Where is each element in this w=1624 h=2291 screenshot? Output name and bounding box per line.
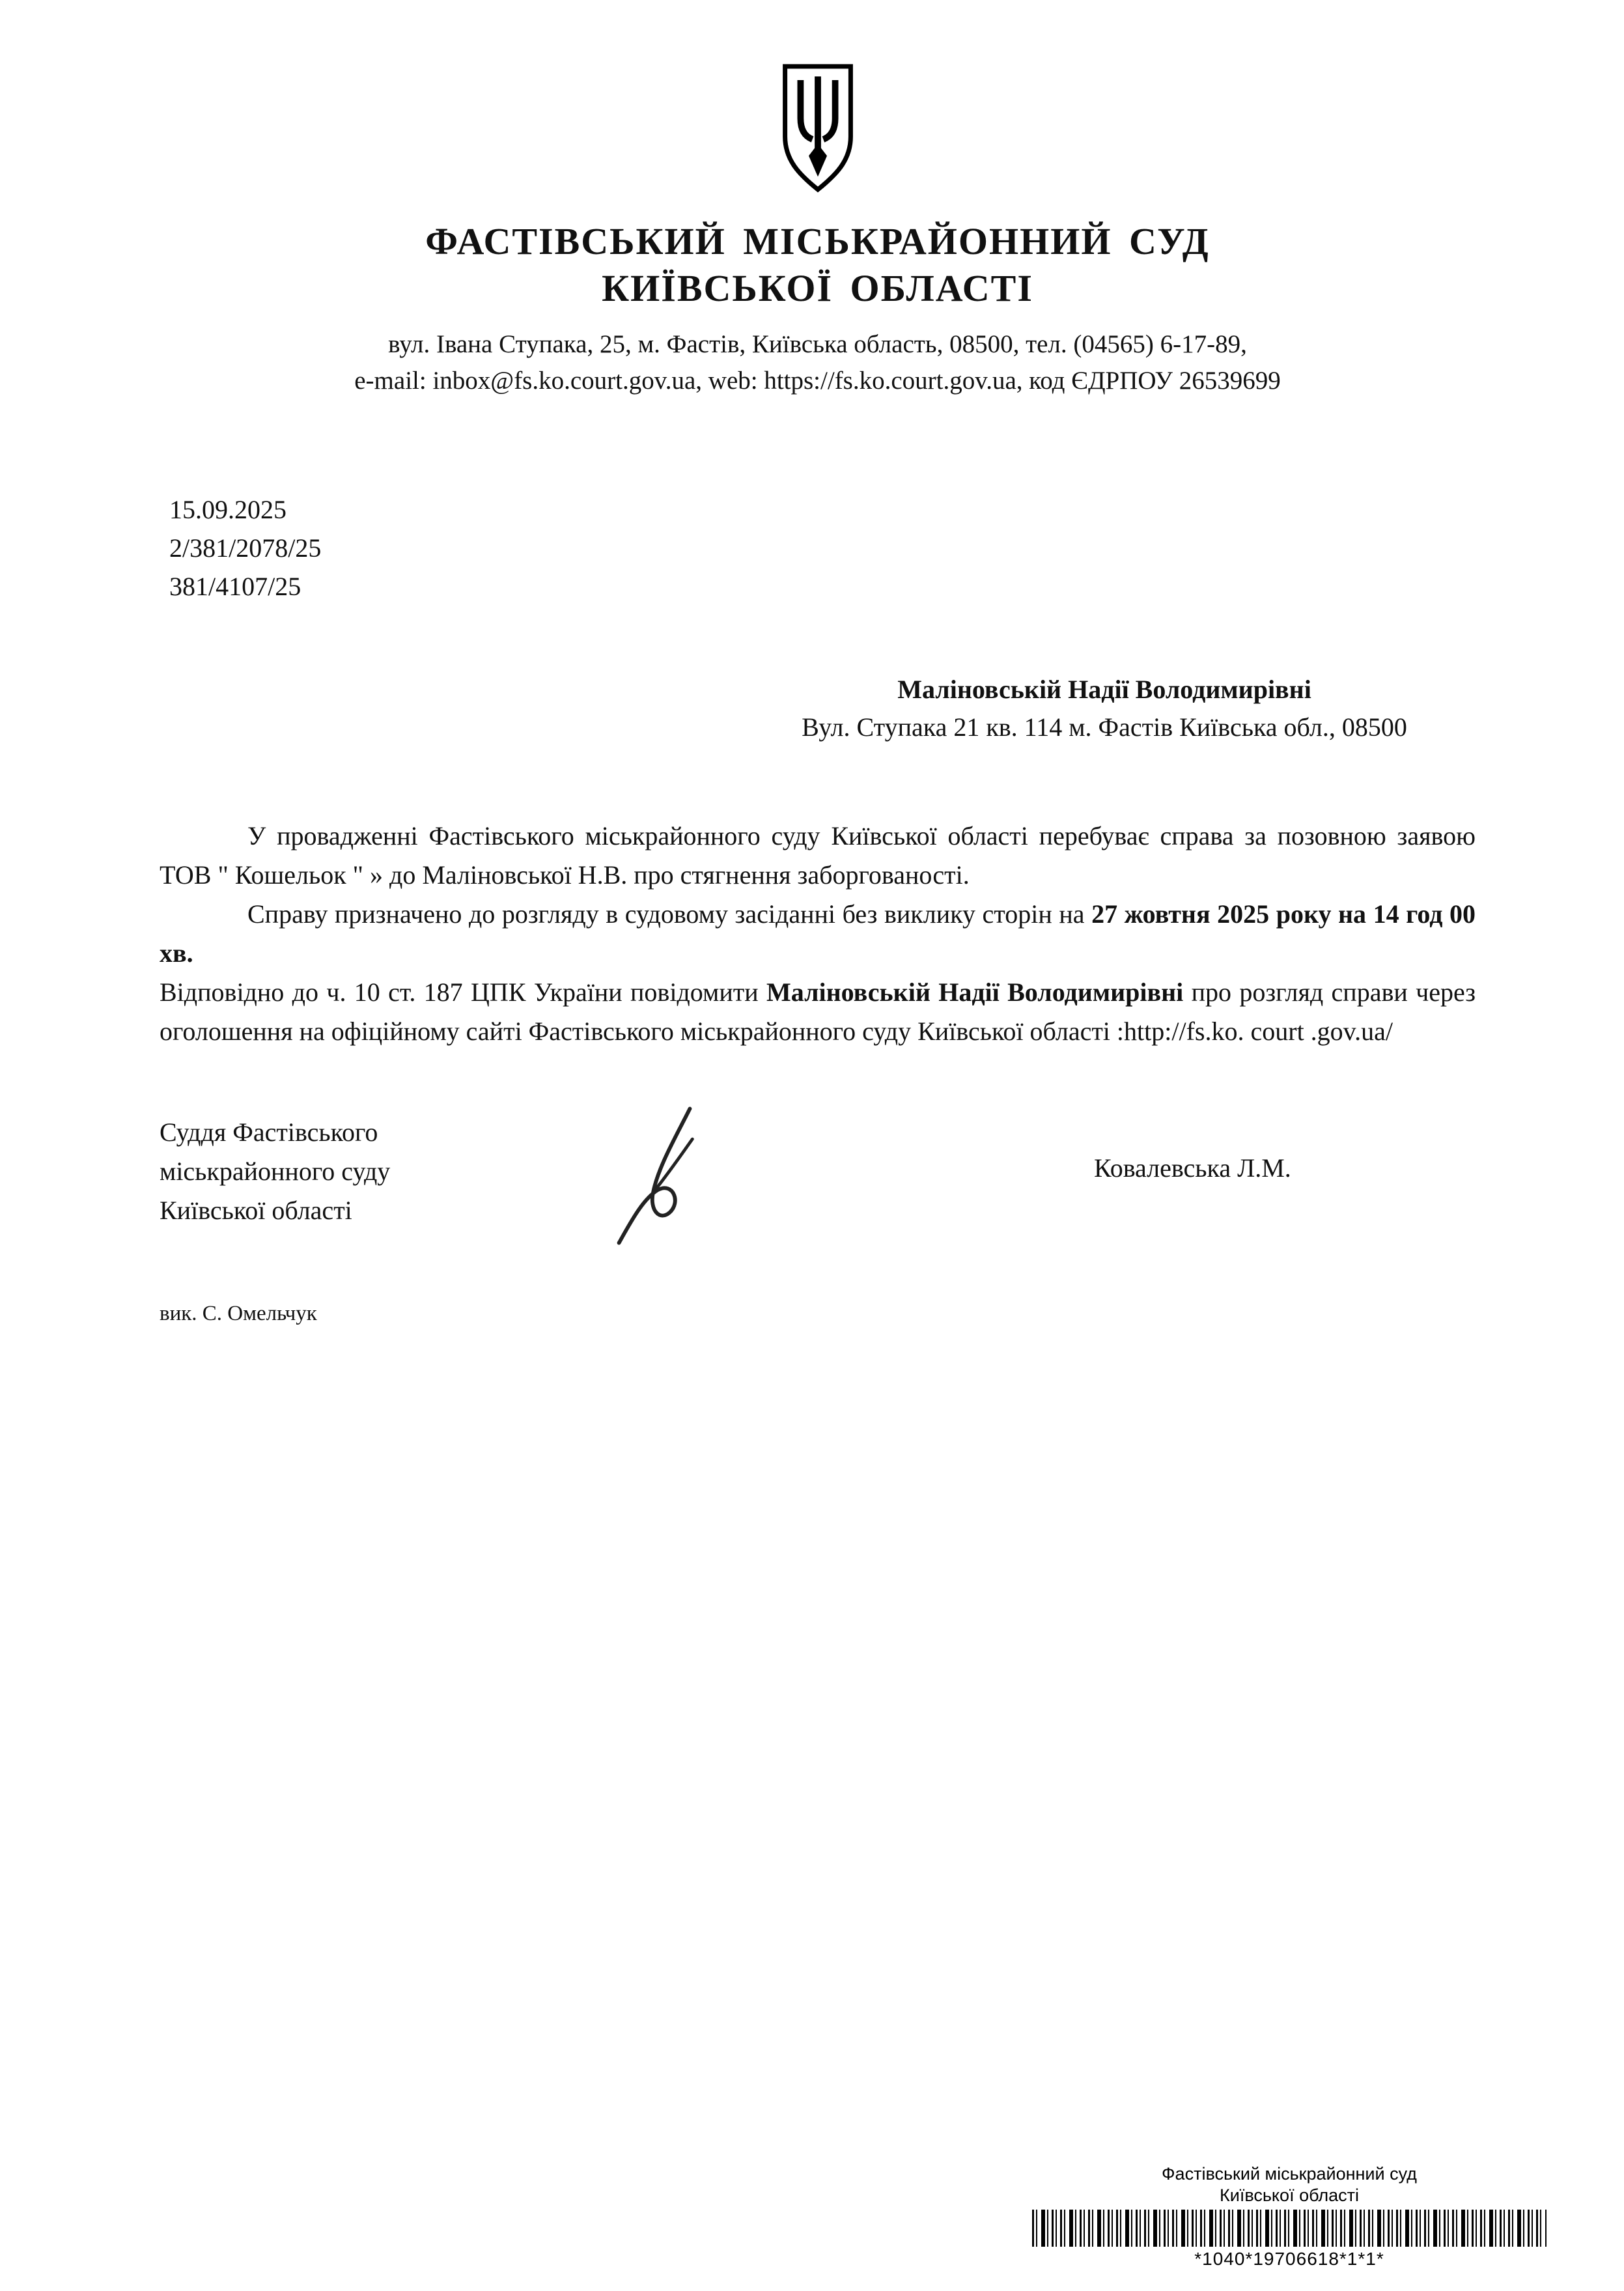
recipient-block	[733, 671, 1476, 746]
document-date: 15.09.2025	[169, 495, 287, 524]
notice-sentence-start: Відповідно до ч. 10 ст. 187 ЦПК України повідомити	[160, 977, 766, 1007]
hearing-sentence: Справу призначено до розгляду в судовому засіданні без виклику сторін на	[247, 899, 1092, 929]
barcode	[1032, 2210, 1547, 2247]
registration-footer	[1032, 2163, 1547, 2270]
court-email-web-line: e-mail: inbox@fs.ko.court.gov.ua, web: https://fs.ko.court.gov.ua, код ЄДРПОУ 26539699	[354, 367, 1281, 395]
court-name-line2: КИЇВСЬКОЇ ОБЛАСТІ	[602, 267, 1033, 309]
notice-recipient-name: Маліновській Надії Володимирівні	[766, 977, 1184, 1007]
court-title	[160, 218, 1476, 312]
judge-name: Ковалевська Л.М.	[1094, 1153, 1291, 1183]
judge-title-line1: Суддя Фастівського	[160, 1117, 378, 1147]
letter-body	[160, 817, 1476, 1051]
body-paragraph-3	[160, 973, 1476, 1051]
judge-title-line3: Київської області	[160, 1196, 352, 1225]
case-reference-number: 2/381/2078/25	[169, 533, 322, 563]
barcode-number: *1040*19706618*1*1*	[1194, 2249, 1384, 2269]
recipient-address: Вул. Ступака 21 кв. 114 м. Фастів Київська обл., 08500	[802, 712, 1407, 742]
recipient-name: Маліновській Надії Володимирівні	[897, 675, 1311, 704]
hearing-datetime: 27 жовтня 2025 року на 14 год 00 хв.	[160, 899, 1476, 968]
ukraine-trident-emblem	[772, 62, 863, 197]
court-name-line1: ФАСТІВСЬКИЙ МІСЬКРАЙОННИЙ СУД	[425, 220, 1210, 262]
footer-court-line2: Київської області	[1220, 2186, 1359, 2205]
handwritten-signature	[609, 1103, 723, 1261]
document-meta	[169, 490, 1476, 606]
footer-court-line1: Фастівський міськрайонний суд	[1162, 2164, 1417, 2184]
court-contacts	[160, 326, 1476, 399]
body-paragraph-1: У провадженні Фастівського міськрайонного суду Київської області перебуває справа за позовною заявою ТОВ " Кошельок " » до Маліновської Н.В. про стягнення заборгованості.	[160, 821, 1476, 890]
letterhead	[160, 62, 1476, 399]
executor-line: вик. С. Омельчук	[160, 1302, 317, 1325]
signature-block	[160, 1113, 1476, 1263]
court-address-line: вул. Івана Ступака, 25, м. Фастів, Київська область, 08500, тел. (04565) 6-17-89,	[388, 330, 1247, 358]
notice-sentence-end: про розгляд справи через оголошення на офіційному сайті Фастівського міськрайонного суду Київської області :http://fs.ko. court .gov.ua/	[160, 977, 1476, 1046]
outgoing-number: 381/4107/25	[169, 572, 301, 601]
body-paragraph-2	[160, 895, 1476, 973]
judge-title	[160, 1113, 524, 1230]
judge-title-line2: міськрайонного суду	[160, 1157, 391, 1186]
